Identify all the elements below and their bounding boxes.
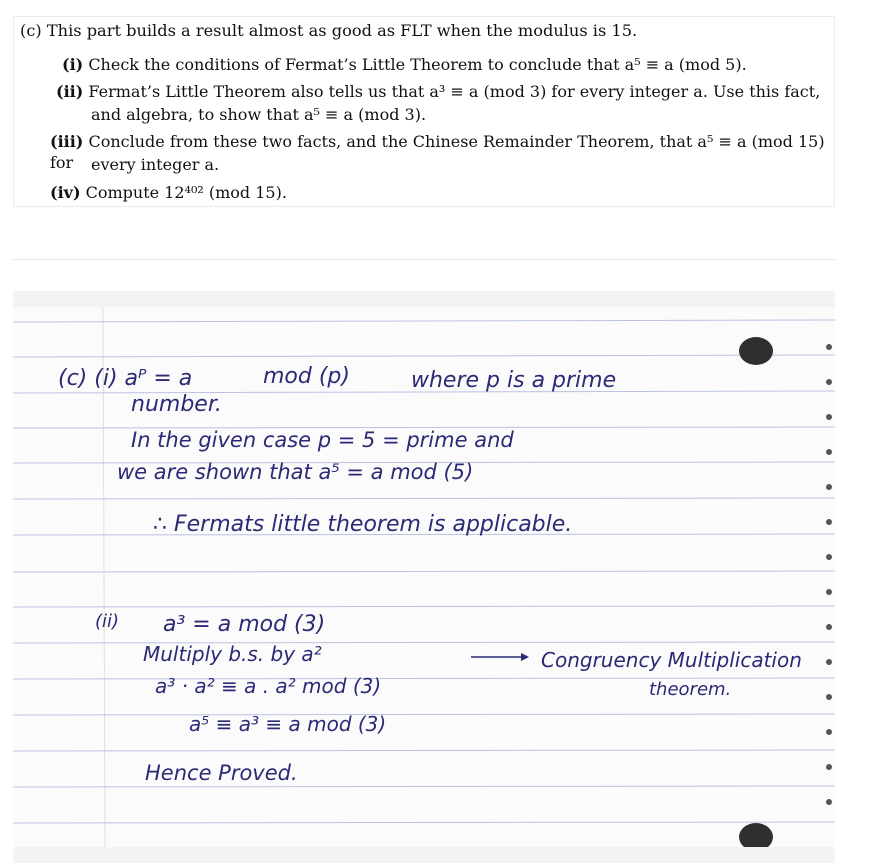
item-ii [56,81,836,102]
hw-line-1c: where p is a prime [411,368,617,393]
item-label: (iii) [50,132,84,151]
hw-line-1b: mod (p) [263,364,350,389]
item-label: (iv) [50,183,81,202]
item-text: Compute 12⁴⁰² (mod 15). [85,183,287,202]
item-iii-cont: every integer a. [91,155,220,174]
hw-line-8: a³ · a² ≡ a . a² mod (3) [155,674,382,698]
item-text: Fermat’s Little Theorem also tells us that a³ ≡ a (mod 3) for every integer a. Use this fact, [88,82,821,101]
question-box [13,16,835,207]
item-text: Check the conditions of Fermat’s Little Theorem to conclude that a⁵ ≡ a (mod 5). [88,55,747,74]
item-iv [50,182,287,203]
hw-line-5: ∴ Fermats little theorem is applicable. [153,512,573,537]
hw-arrow-note-2: theorem. [649,679,732,700]
separator [13,259,835,260]
hw-line-7: Multiply b.s. by a² [143,642,322,666]
handwritten-notebook-photo [13,307,835,847]
hw-line-1a: (c) (i) aᴾ = a [58,366,193,391]
item-ii-cont: and algebra, to show that a⁵ ≡ a (mod 3). [91,105,427,124]
hw-line-4: we are shown that a⁵ = a mod (5) [117,460,474,484]
hw-line-6: a³ = a mod (3) [163,612,326,637]
binder-hole-icon [739,337,773,365]
item-i [62,54,747,75]
hw-line-9: a⁵ ≡ a³ ≡ a mod (3) [189,712,387,736]
hw-line-3: In the given case p = 5 = prime and [131,428,514,452]
item-label: (i) [62,55,84,74]
item-label: (ii) [56,82,84,101]
notebook-page [13,307,835,847]
item-text: Conclude from these two facts, and the Chinese Remainder Theorem, that a⁵ ≡ a (mod 15) for [50,132,825,172]
hw-arrow-note: Congruency Multiplication [541,648,802,672]
hw-line-2: number. [131,392,222,417]
hw-ii-label: (ii) [95,611,120,632]
hw-line-10: Hence Proved. [145,761,298,785]
question-intro: (c) This part builds a result almost as good as FLT when the modulus is 15. [20,21,638,40]
